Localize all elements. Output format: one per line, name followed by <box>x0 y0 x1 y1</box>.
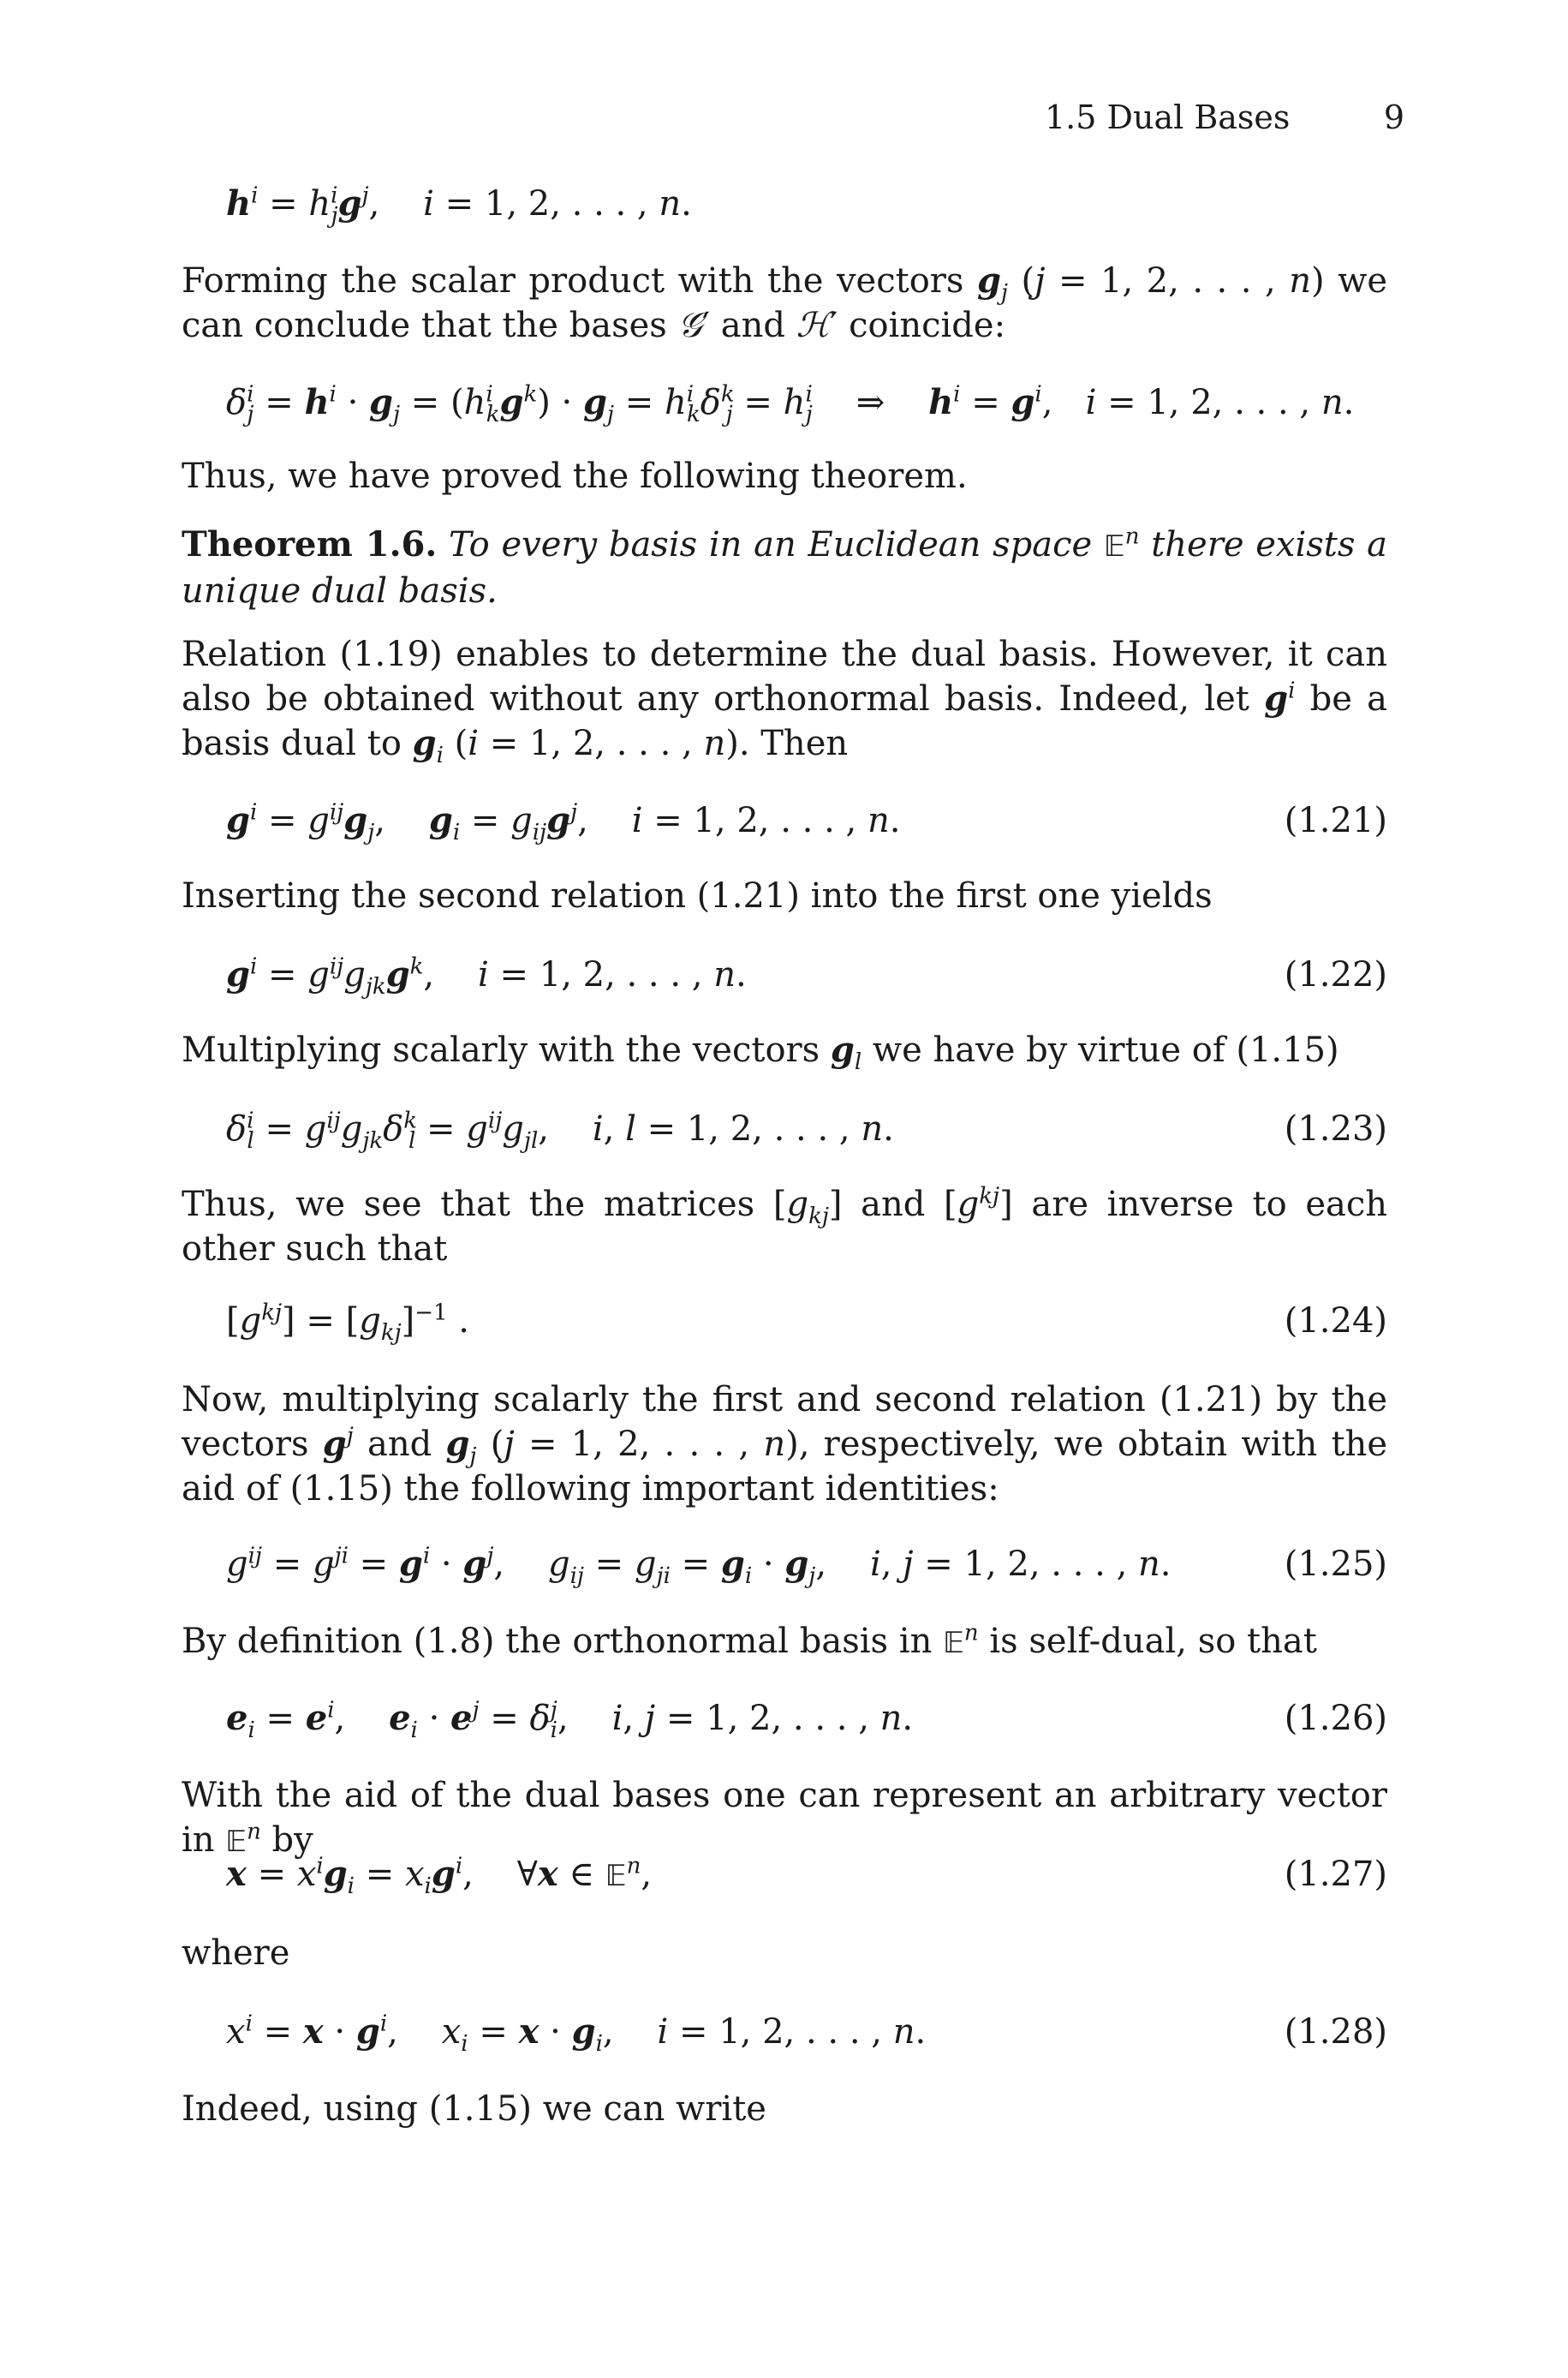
paragraph-important-identities: Now, multiplying scalarly the first and second relation (1.21) by the vectors $g^j$ and $g_j$ (j = 1, 2, . . . , n), respectively, we obtain with the aid of (1.15) the following important identities: <box>182 1380 1387 1509</box>
equation-number: (1.27) <box>1284 1855 1387 1894</box>
equation-formula: $\delta^i_l = g^{ij}g_{jk}\delta^k_l = g^{ij}g_{jl}$, i, l = 1, 2, . . . , n. <box>226 1108 894 1154</box>
equation-number: (1.23) <box>1284 1109 1387 1149</box>
equation-1-22 <box>182 953 1387 1000</box>
equation-formula: $h^i = h^i_jg^j$, i = 1, 2, . . . , n. <box>226 182 692 229</box>
equation-1-25 <box>182 1542 1387 1589</box>
equation-coincide <box>182 380 1387 425</box>
paragraph-bases-coincide: Forming the scalar product with the vectors $g_j$ (j = 1, 2, . . . , n) we can conclude that the bases 𝒢′ and ℋ′ coincide: <box>182 260 1388 345</box>
paragraph-multiplying: Multiplying scalarly with the vectors $g_l$ we have by virtue of (1.15) <box>182 1030 1339 1075</box>
paragraph-arbitrary-vector: With the aid of the dual bases one can represent an arbitrary vector in 𝔼$^n$ by <box>182 1776 1387 1860</box>
theorem-label: Theorem 1.6. <box>182 524 438 565</box>
equation-number: (1.28) <box>1284 2012 1387 2052</box>
equation-number: (1.21) <box>1284 801 1387 840</box>
paragraph-matrices-inverse: Thus, we see that the matrices $[g_{kj}]$ and $[g^{kj}]$ are inverse to each other such that <box>182 1183 1388 1269</box>
equation-number: (1.24) <box>1284 1301 1387 1341</box>
theorem-text: To every basis in an Euclidean space 𝔼$^n$ there exists a unique dual basis. <box>182 523 1387 611</box>
equation-1-27 <box>182 1852 1387 1897</box>
equation-1-21 <box>182 798 1387 843</box>
section-title: 1.5 Dual Bases <box>1045 99 1291 136</box>
page-number: 9 <box>1383 99 1404 136</box>
equation-formula: $\delta^i_j = h^i \cdot g_j = (h^i_kg^k) \cdot g_j = h^i_k\delta^k_j = h^i_j$ ⇒ $h^i = g^i$, i = 1, 2, . . . , n. <box>226 381 1355 427</box>
equation-formula: $[g^{kj}] = [g_{kj}]^{-1}$ . <box>226 1300 470 1346</box>
paragraph-relation-119: Relation (1.19) enables to determine the dual basis. However, it can also be obtained without any orthonormal basis. Indeed, let $g^i$ be a basis dual to $g_i$ (i = 1, 2, . . . , n). Then <box>182 635 1387 768</box>
equation-number: (1.22) <box>1284 955 1387 995</box>
equation-formula: $g^i = g^{ij}g_j$, $g_i = g_{ij}g^j$, i = 1, 2, . . . , n. <box>226 799 901 845</box>
equation-1-28 <box>182 2010 1387 2057</box>
theorem-1-6 <box>182 523 1387 613</box>
equation-formula: $g^{ij} = g^{ji} = g^i \cdot g^j$, $g_{ij} = g_{ji} = g_i \cdot g_j$, i, j = 1, 2, . . . , n. <box>226 1543 1172 1589</box>
paragraph-indeed-using: Indeed, using (1.15) we can write <box>182 2089 766 2129</box>
equation-formula: $e_i = e^i$, $e_i \cdot e^j = \delta^j_i$, i, j = 1, 2, . . . , n. <box>226 1697 914 1743</box>
equation-formula: $g^i = g^{ij}g_{jk}g^k$, i = 1, 2, . . . , n. <box>226 953 747 1000</box>
equation-1-23 <box>182 1107 1387 1154</box>
equation-number: (1.26) <box>1284 1699 1387 1738</box>
equation-formula: $x = x^ig_i = x_ig^i$, ∀x ∈ 𝔼$^n$, <box>226 1853 653 1899</box>
paragraph-thus-proved: Thus, we have proved the following theorem. <box>182 457 968 496</box>
equation-formula: $x^i = x \cdot g^i$, $x_i = x \cdot g_i$, i = 1, 2, . . . , n. <box>226 2011 927 2057</box>
equation-1-26 <box>182 1696 1387 1741</box>
equation-number: (1.25) <box>1284 1545 1387 1584</box>
paragraph-self-dual: By definition (1.8) the orthonormal basis in 𝔼$^n$ is self-dual, so that <box>182 1620 1317 1661</box>
equation-1-24 <box>182 1299 1387 1346</box>
equation-h-expansion <box>182 182 1387 229</box>
paragraph-inserting: Inserting the second relation (1.21) into the first one yields <box>182 876 1213 916</box>
paragraph-where: where <box>182 1933 290 1973</box>
